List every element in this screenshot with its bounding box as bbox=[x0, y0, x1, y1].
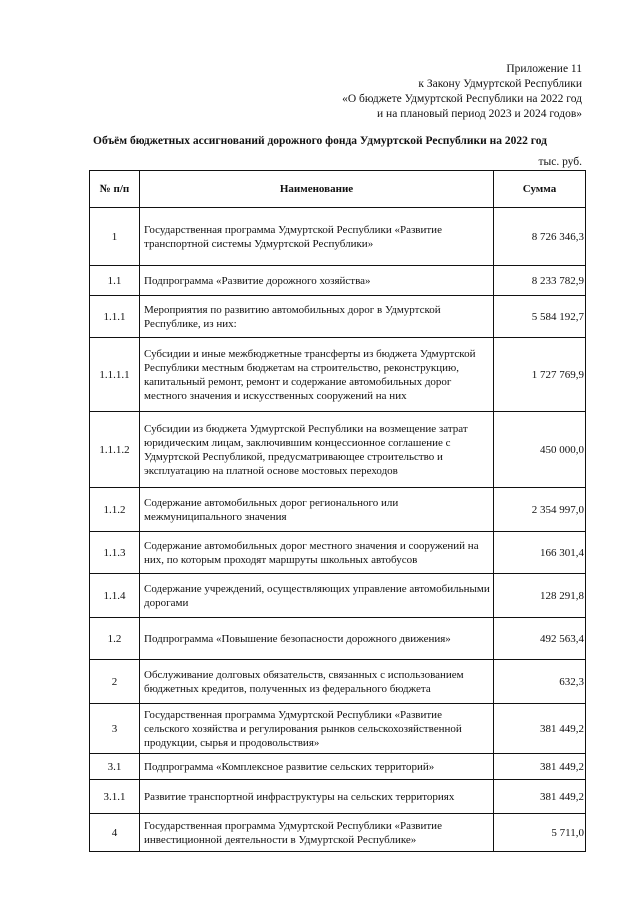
row-number: 1.1.1 bbox=[90, 296, 140, 338]
appendix-line: и на плановый период 2023 и 2024 годов» bbox=[377, 108, 582, 120]
row-sum: 381 449,2 bbox=[494, 754, 586, 780]
table-row bbox=[90, 208, 586, 266]
appendix-note bbox=[342, 62, 582, 122]
table-row bbox=[90, 754, 586, 780]
table-header-row bbox=[90, 171, 586, 208]
row-sum: 5 711,0 bbox=[494, 814, 586, 852]
row-name: Подпрограмма «Повышение безопасности дорожного движения» bbox=[140, 618, 494, 660]
row-sum: 632,3 bbox=[494, 660, 586, 704]
row-name: Содержание автомобильных дорог местного значения и сооружений на них, по которым проходят маршруты школьных автобусов bbox=[140, 532, 494, 574]
column-header-sum: Сумма bbox=[494, 171, 586, 208]
row-number: 1.1 bbox=[90, 266, 140, 296]
appendix-line: Приложение 11 bbox=[506, 63, 582, 75]
row-number: 1.1.2 bbox=[90, 488, 140, 532]
table-row bbox=[90, 412, 586, 488]
row-number: 1.1.1.2 bbox=[90, 412, 140, 488]
row-name: Государственная программа Удмуртской Республики «Развитие инвестиционной деятельности в Удмуртской Республике» bbox=[140, 814, 494, 852]
appendix-line: к Закону Удмуртской Республики bbox=[418, 78, 582, 90]
row-number: 1.1.1.1 bbox=[90, 338, 140, 412]
row-name: Подпрограмма «Комплексное развитие сельских территорий» bbox=[140, 754, 494, 780]
row-name: Подпрограмма «Развитие дорожного хозяйства» bbox=[140, 266, 494, 296]
column-header-number: № п/п bbox=[90, 171, 140, 208]
table-row bbox=[90, 532, 586, 574]
table-body bbox=[90, 208, 586, 852]
table-row bbox=[90, 574, 586, 618]
budget-table bbox=[89, 170, 586, 852]
row-number: 1.1.3 bbox=[90, 532, 140, 574]
row-name: Субсидии и иные межбюджетные трансферты из бюджета Удмуртской Республики местным бюджетам на строительство, реконструкцию, капитальный ремонт, ремонт и содержание автомобильных дорог местного значения и искусственных сооружений на них bbox=[140, 338, 494, 412]
row-name: Развитие транспортной инфраструктуры на сельских территориях bbox=[140, 780, 494, 814]
row-sum: 381 449,2 bbox=[494, 704, 586, 754]
units-label: тыс. руб. bbox=[538, 156, 582, 168]
table-row bbox=[90, 296, 586, 338]
row-number: 3.1 bbox=[90, 754, 140, 780]
row-number: 2 bbox=[90, 660, 140, 704]
row-name: Мероприятия по развитию автомобильных дорог в Удмуртской Республике, из них: bbox=[140, 296, 494, 338]
row-sum: 166 301,4 bbox=[494, 532, 586, 574]
row-sum: 8 233 782,9 bbox=[494, 266, 586, 296]
row-name: Государственная программа Удмуртской Республики «Развитие сельского хозяйства и регулирования рынков сельскохозяйственной продукции, сырья и продовольствия» bbox=[140, 704, 494, 754]
appendix-line: «О бюджете Удмуртской Республики на 2022 год bbox=[342, 93, 582, 105]
row-name: Субсидии из бюджета Удмуртской Республики на возмещение затрат юридическим лицам, заключившим концессионное соглашение с Удмуртской Республикой, предусматривающее строительство и эксплуатацию на платной основе мостовых переходов bbox=[140, 412, 494, 488]
row-number: 3 bbox=[90, 704, 140, 754]
row-number: 1.2 bbox=[90, 618, 140, 660]
row-name: Содержание учреждений, осуществляющих управление автомобильными дорогами bbox=[140, 574, 494, 618]
row-sum: 492 563,4 bbox=[494, 618, 586, 660]
table-row bbox=[90, 660, 586, 704]
table-row bbox=[90, 266, 586, 296]
table-row bbox=[90, 780, 586, 814]
row-name: Содержание автомобильных дорог регионального или межмуниципального значения bbox=[140, 488, 494, 532]
row-number: 1.1.4 bbox=[90, 574, 140, 618]
row-sum: 8 726 346,3 bbox=[494, 208, 586, 266]
row-sum: 2 354 997,0 bbox=[494, 488, 586, 532]
row-sum: 381 449,2 bbox=[494, 780, 586, 814]
row-number: 3.1.1 bbox=[90, 780, 140, 814]
row-sum: 5 584 192,7 bbox=[494, 296, 586, 338]
row-sum: 450 000,0 bbox=[494, 412, 586, 488]
column-header-name: Наименование bbox=[140, 171, 494, 208]
row-number: 1 bbox=[90, 208, 140, 266]
table-row bbox=[90, 488, 586, 532]
document-title: Объём бюджетных ассигнований дорожного фонда Удмуртской Республики на 2022 год bbox=[93, 135, 547, 147]
table-row bbox=[90, 814, 586, 852]
table-row bbox=[90, 618, 586, 660]
row-name: Государственная программа Удмуртской Республики «Развитие транспортной системы Удмуртской Республики» bbox=[140, 208, 494, 266]
row-sum: 128 291,8 bbox=[494, 574, 586, 618]
table-row bbox=[90, 338, 586, 412]
row-name: Обслуживание долговых обязательств, связанных с использованием бюджетных кредитов, полученных из федерального бюджета bbox=[140, 660, 494, 704]
table-row bbox=[90, 704, 586, 754]
row-sum: 1 727 769,9 bbox=[494, 338, 586, 412]
row-number: 4 bbox=[90, 814, 140, 852]
